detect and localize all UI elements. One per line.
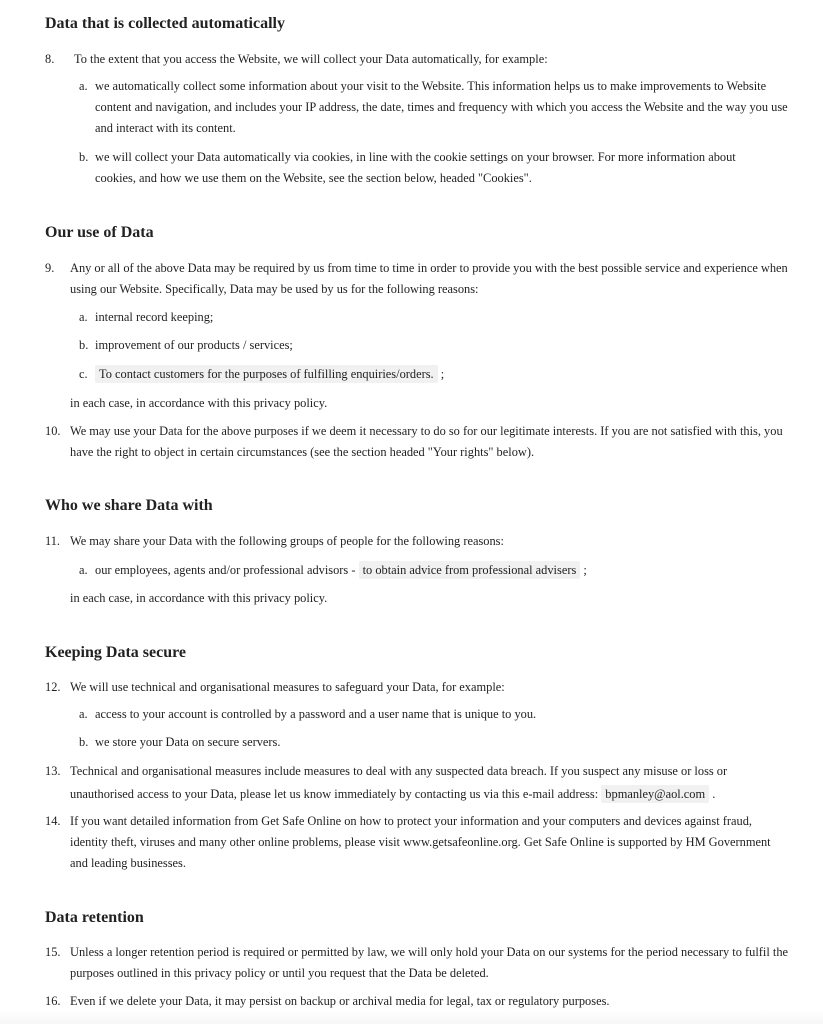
clause-number: 14. — [45, 814, 61, 828]
item-text: internal record keeping; — [95, 310, 214, 324]
clause-16 — [45, 991, 790, 1012]
item-letter: b. — [79, 150, 89, 164]
clause-number: 12. — [45, 680, 61, 694]
clause-15 — [45, 942, 790, 984]
clause-8 — [45, 49, 790, 70]
item-text: we will collect your Data automatically via cookies, in line with the cookie settings on your browser. For more information about cookies, and how we use them on the Website, see the section below, headed "Cookies". — [95, 150, 736, 185]
item-text: we store your Data on secure servers. — [95, 735, 281, 749]
item-letter: a. — [79, 563, 88, 577]
clause-text: If you want detailed information from Get Safe Online on how to protect your information and your computers and devices against fraud, identity theft, viruses and many other online problems, please visit www.getsafeonline.org. Get Safe Online is supported by HM Government and leading businesses. — [70, 814, 771, 870]
reason-highlight: to obtain advice from professional advisers — [359, 561, 581, 579]
clause-10 — [45, 421, 790, 463]
item-text: access to your account is controlled by a password and a user name that is unique to you. — [95, 707, 537, 721]
clause-11a — [79, 560, 779, 581]
clause-9a — [79, 307, 779, 328]
clause-number: 15. — [45, 945, 61, 959]
clause-text: To the extent that you access the Website, we will collect your Data automatically, for example: — [74, 52, 548, 66]
clause-number: 10. — [45, 424, 61, 438]
clause-number: 11. — [45, 534, 61, 548]
item-text: improvement of our products / services; — [95, 338, 293, 352]
clause-12b — [79, 732, 779, 753]
item-letter: b. — [79, 735, 89, 749]
clause-12a — [79, 704, 779, 725]
bottom-fade — [0, 1010, 823, 1024]
clause-text: Technical and organisational measures include measures to deal with any suspected data breach. If you suspect any misuse or loss or unauthorised access to your Data, please let us know immediately by contacting us via this e-mail address: — [70, 764, 728, 801]
clause-number: 8. — [45, 52, 55, 66]
item-letter: b. — [79, 338, 89, 352]
item-text: we automatically collect some information about your visit to the Website. This information helps us to make improvements to Website content and navigation, and includes your IP address, the date, times and frequency with which you access the Website and the way you use and interact with its content. — [95, 79, 788, 135]
clause-11 — [45, 531, 790, 552]
clause-text: We may use your Data for the above purposes if we deem it necessary to do so for our legitimate interests. If you are not satisfied with this, you have the right to object in certain circumstances (see the section headed "Your rights" below). — [70, 424, 783, 459]
item-letter: c. — [79, 367, 88, 381]
clause-text: We will use technical and organisational measures to safeguard your Data, for example: — [70, 680, 505, 694]
clause-9b — [79, 335, 779, 356]
heading-keeping-data-secure: Keeping Data secure — [45, 644, 187, 661]
clause-9c — [79, 364, 779, 385]
clause-number: 16. — [45, 994, 61, 1008]
clause-8b — [79, 147, 779, 189]
item-suffix: ; — [440, 367, 445, 381]
clause-number: 9. — [45, 261, 55, 275]
clause-text: Even if we delete your Data, it may persist on backup or archival media for legal, tax or regulatory purposes. — [70, 994, 610, 1008]
clause-text: Unless a longer retention period is required or permitted by law, we will only hold your Data on our systems for the period necessary to fulfil the purposes outlined in this privacy policy or until you request that the Data be deleted. — [70, 945, 789, 980]
item-prefix: our employees, agents and/or professional advisors - — [95, 563, 356, 577]
clause-12 — [45, 677, 790, 698]
item-letter: a. — [79, 707, 88, 721]
purpose-highlight: To contact customers for the purposes of fulfilling enquiries/orders. — [95, 365, 438, 383]
item-letter: a. — [79, 310, 88, 324]
clause-9-closing: in each case, in accordance with this privacy policy. — [70, 396, 328, 410]
heading-data-retention: Data retention — [45, 909, 144, 926]
item-letter: a. — [79, 79, 88, 93]
heading-our-use-of-data: Our use of Data — [45, 224, 154, 241]
clause-text: Any or all of the above Data may be required by us from time to time in order to provide you with the best possible service and experience when using our Website. Specifically, Data may be used by us for the following reasons: — [70, 261, 788, 296]
heading-data-collected-automatically: Data that is collected automatically — [45, 15, 285, 32]
clause-11-closing: in each case, in accordance with this privacy policy. — [70, 591, 328, 605]
contact-email[interactable]: bpmanley@aol.com — [601, 785, 709, 803]
clause-8a — [79, 76, 789, 139]
clause-9 — [45, 258, 790, 300]
clause-14 — [45, 811, 790, 874]
clause-text: We may share your Data with the following groups of people for the following reasons: — [70, 534, 504, 548]
heading-who-we-share-data-with: Who we share Data with — [45, 497, 213, 514]
clause-13 — [45, 760, 790, 806]
clause-suffix: . — [712, 787, 716, 801]
clause-number: 13. — [45, 764, 61, 778]
item-suffix: ; — [583, 563, 587, 577]
